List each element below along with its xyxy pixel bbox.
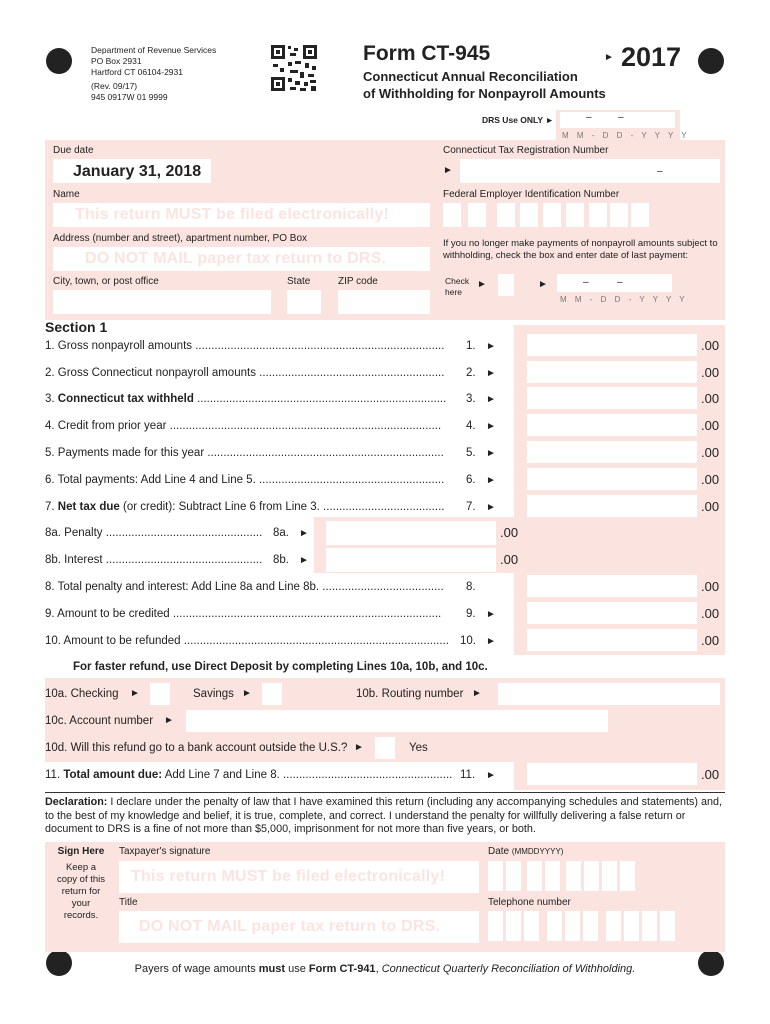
name-label: Name	[53, 189, 80, 200]
footer-italic: Connecticut Quarterly Reconciliation of Withholding.	[381, 963, 636, 975]
digit-box[interactable]	[488, 911, 503, 941]
cents: .00	[701, 633, 720, 648]
cents: .00	[701, 338, 720, 353]
date-dash: –	[583, 277, 589, 288]
form-subtitle	[363, 68, 606, 102]
line-label: 10. Amount to be refunded ...................................................................................	[45, 635, 449, 647]
amount-field[interactable]	[527, 602, 697, 624]
line-title: Connecticut tax withheld	[57, 393, 194, 405]
arrow-icon: ►	[486, 502, 496, 513]
ct-reg-field[interactable]	[460, 159, 720, 183]
po-box: PO Box 2931	[91, 56, 142, 66]
line-prefix: 7.	[45, 501, 58, 513]
line-number: 3.	[466, 393, 476, 405]
year-arrow-icon: ►	[604, 52, 614, 63]
line-label	[45, 501, 453, 513]
registration-mark	[698, 48, 724, 74]
amount-field[interactable]	[527, 629, 697, 651]
routing-number-field[interactable]	[498, 683, 720, 705]
date-dash: –	[586, 112, 592, 123]
footer-must: must	[258, 963, 286, 975]
drs-use-text: DRS Use ONLY	[482, 115, 543, 125]
city-line: Hartford CT 06104-2931	[91, 67, 183, 77]
cents: .00	[701, 365, 720, 380]
arrow-icon: ►	[164, 715, 174, 726]
date-label	[488, 846, 563, 857]
drs-use-label: DRS Use ONLY ►	[482, 115, 554, 125]
section-title: Section 1	[45, 319, 108, 335]
reg-dash: –	[657, 166, 663, 177]
arrow-icon: ►	[242, 688, 252, 699]
footer-mid: use	[285, 963, 309, 975]
ct-reg-label: Connecticut Tax Registration Number	[443, 145, 609, 156]
digit-box[interactable]	[660, 911, 675, 941]
cents: .00	[701, 499, 720, 514]
registration-mark	[46, 48, 72, 74]
arrow-icon: ►	[486, 394, 496, 405]
keep-copy-note: Keep a copy of this return for your records.	[56, 862, 106, 921]
line-title: Net tax due	[57, 501, 120, 513]
declaration-title: Declaration:	[45, 796, 108, 808]
no-mail-watermark: DO NOT MAIL paper tax return to DRS.	[85, 250, 387, 267]
sign-here-label: Sign Here	[57, 846, 105, 857]
arrow-icon: ►	[486, 609, 496, 620]
line-8b-label: 8b. Interest .................................................	[45, 554, 263, 566]
city-label: City, town, or post office	[53, 276, 159, 287]
qr-code-icon	[270, 44, 318, 92]
agency-address	[91, 45, 271, 103]
amount-field[interactable]	[527, 334, 697, 356]
form-code: 945 0917W 01 9999	[91, 92, 168, 102]
digit-box[interactable]	[545, 861, 560, 891]
line-8b-field[interactable]	[326, 548, 496, 572]
amount-field[interactable]	[527, 414, 697, 436]
line-number: 4.	[466, 420, 476, 432]
line-11-number: 11.	[460, 769, 476, 781]
digit-box[interactable]	[602, 861, 617, 891]
account-number-field[interactable]	[186, 710, 608, 732]
footer-pre: Payers of wage amounts	[134, 963, 259, 975]
line-number: 5.	[466, 447, 476, 459]
line-label: 9. Amount to be credited ....................................................................................	[45, 608, 442, 620]
due-date-value: January 31, 2018	[73, 163, 202, 180]
line-label: 6. Total payments: Add Line 4 and Line 5. ..........................................................	[45, 474, 445, 486]
savings-label: Savings	[193, 688, 234, 700]
line-label	[45, 393, 453, 405]
arrow-icon: ►	[486, 770, 496, 781]
line-number: 6.	[466, 474, 476, 486]
line-number: 2.	[466, 367, 476, 379]
amount-field[interactable]	[527, 575, 697, 597]
taxpayer-signature-label: Taxpayer's signature	[119, 846, 211, 857]
check-here-label: Check here	[445, 276, 470, 297]
line-11-label	[45, 769, 452, 781]
date-format: (MMDDYYYY)	[511, 847, 564, 856]
digit-box[interactable]	[620, 861, 635, 891]
line-prefix: 3.	[45, 393, 58, 405]
arrow-icon: ►	[130, 688, 140, 699]
zip-label: ZIP code	[338, 276, 378, 287]
cents: .00	[500, 552, 519, 567]
digit-box[interactable]	[624, 911, 639, 941]
efile-watermark: This return MUST be filed electronically!	[131, 868, 446, 885]
line-8a-label: 8a. Penalty .................................................	[45, 527, 263, 539]
form-title: Form CT-945	[363, 42, 491, 65]
footer-form: Form CT-941	[308, 963, 376, 975]
arrow-icon: ►	[486, 368, 496, 379]
fein-digit-box[interactable]	[497, 203, 515, 227]
arrow-icon: ►	[299, 528, 309, 539]
city-field[interactable]	[53, 290, 271, 314]
line-label: 4. Credit from prior year .....................................................................................	[45, 420, 442, 432]
direct-deposit-note: For faster refund, use Direct Deposit by completing Lines 10a, 10b, and 10c.	[73, 661, 488, 673]
no-mail-watermark: DO NOT MAIL paper tax return to DRS.	[139, 918, 441, 935]
tax-year: 2017	[621, 42, 682, 72]
foreign-bank-label: 10d. Will this refund go to a bank account outside the U.S.?	[45, 742, 348, 754]
digit-box[interactable]	[527, 861, 542, 891]
fein-digit-box[interactable]	[443, 203, 461, 227]
amount-field[interactable]	[527, 387, 697, 409]
routing-label: 10b. Routing number	[356, 688, 464, 700]
revision: (Rev. 09/17)	[91, 81, 138, 91]
account-label: 10c. Account number	[45, 715, 154, 727]
arrow-icon: ►	[477, 279, 487, 290]
amount-field[interactable]	[527, 495, 697, 517]
cents: .00	[701, 418, 720, 433]
fein-digit-box[interactable]	[566, 203, 584, 227]
digit-box[interactable]	[488, 861, 503, 891]
digit-box[interactable]	[642, 911, 657, 941]
arrow-icon: ►	[486, 448, 496, 459]
date-dash: –	[618, 112, 624, 123]
line-label: 1. Gross nonpayroll amounts ..............................................................................	[45, 340, 445, 352]
arrow-icon: ►	[486, 636, 496, 647]
line-8a-number: 8a.	[273, 527, 289, 539]
amount-field[interactable]	[527, 468, 697, 490]
fein-digit-box[interactable]	[631, 203, 649, 227]
digit-box[interactable]	[506, 911, 521, 941]
line-11-prefix: 11.	[45, 769, 64, 781]
declaration	[45, 796, 727, 837]
line-number: 9.	[466, 608, 476, 620]
no-longer-checkbox[interactable]	[498, 274, 514, 296]
dept-name: Department of Revenue Services	[91, 45, 217, 55]
no-longer-text: If you no longer make payments of nonpayroll amounts subject to withholding, check the box and enter date of last payment:	[443, 238, 718, 261]
footer-note	[0, 963, 770, 975]
arrow-icon: ►	[486, 475, 496, 486]
fein-digit-box[interactable]	[610, 203, 628, 227]
subtitle-line-2: of Withholding for Nonpayroll Amounts	[363, 86, 606, 101]
arrow-icon: ►	[472, 688, 482, 699]
cents: .00	[701, 767, 720, 782]
divider	[45, 792, 725, 793]
date-dash: –	[617, 277, 623, 288]
cents: .00	[701, 445, 720, 460]
cents: .00	[701, 391, 720, 406]
checking-checkbox[interactable]	[150, 683, 170, 705]
address-label: Address (number and street), apartment number, PO Box	[53, 233, 308, 244]
line-number: 7.	[466, 501, 476, 513]
line-11-title: Total amount due:	[63, 769, 163, 781]
digit-box[interactable]	[506, 861, 521, 891]
line-label: 8. Total penalty and interest: Add Line 8a and Line 8b. ......................................	[45, 581, 444, 593]
fein-digit-box[interactable]	[543, 203, 561, 227]
date-label-text: Date	[488, 846, 510, 857]
fein-digit-box[interactable]	[468, 203, 486, 227]
state-field[interactable]	[287, 290, 321, 314]
declaration-text: I declare under the penalty of law that I have examined this return (including any accompanying schedules and statements) and, to the best of my knowledge and belief, it is true, complete, and correct. I understand the penalty for willfully delivering a false return or document to DRS is a fine of not more than $5,000, imprisonment for not more than five years, or both.	[45, 796, 722, 835]
line-8a-field[interactable]	[326, 521, 496, 545]
phone-label: Telephone number	[488, 897, 571, 908]
line-desc: ..............................................................................	[193, 393, 447, 405]
arrow-icon: ►	[299, 555, 309, 566]
cents: .00	[500, 525, 519, 540]
cents: .00	[701, 472, 720, 487]
last-payment-date-field[interactable]	[557, 274, 672, 292]
arrow-icon: ►	[486, 421, 496, 432]
fein-digit-box[interactable]	[589, 203, 607, 227]
line-label: 2. Gross Connecticut nonpayroll amounts ..........................................................	[45, 367, 445, 379]
digit-box[interactable]	[583, 911, 598, 941]
line-number: 8.	[466, 581, 476, 593]
efile-watermark: This return MUST be filed electronically!	[75, 206, 390, 223]
checking-label: 10a. Checking	[45, 688, 119, 700]
line-11-field[interactable]	[527, 763, 697, 785]
line-11-desc: Add Line 7 and Line 8. .....................................................	[162, 769, 453, 781]
line-number: 10.	[460, 635, 476, 647]
digit-box[interactable]	[547, 911, 562, 941]
digit-box[interactable]	[524, 911, 539, 941]
line-label: 5. Payments made for this year ..........................................................................	[45, 447, 444, 459]
arrow-icon: ►	[486, 341, 496, 352]
arrow-icon: ►	[443, 165, 453, 176]
line-number: 1.	[466, 340, 476, 352]
subtitle-line-1: Connecticut Annual Reconciliation	[363, 69, 578, 84]
arrow-icon: ►	[354, 742, 364, 753]
title-label: Title	[119, 897, 138, 908]
cents: .00	[701, 579, 720, 594]
state-label: State	[287, 276, 311, 287]
date-format-hint: M M - D D - Y Y Y Y	[560, 295, 688, 304]
due-date-label: Due date	[53, 145, 94, 156]
date-format-hint: M M - D D - Y Y Y Y	[562, 131, 690, 140]
footer-post: ,	[375, 963, 382, 975]
line-desc: (or credit): Subtract Line 6 from Line 3. ......................................	[119, 501, 445, 513]
digit-box[interactable]	[606, 911, 621, 941]
savings-checkbox[interactable]	[262, 683, 282, 705]
foreign-bank-checkbox[interactable]	[375, 737, 395, 759]
digit-box[interactable]	[584, 861, 599, 891]
fein-label: Federal Employer Identification Number	[443, 189, 620, 200]
line-8b-number: 8b.	[273, 554, 289, 566]
cents: .00	[701, 606, 720, 621]
amount-field[interactable]	[527, 441, 697, 463]
arrow-icon: ►	[538, 279, 548, 290]
amount-field[interactable]	[527, 361, 697, 383]
digit-box[interactable]	[566, 861, 581, 891]
digit-box[interactable]	[565, 911, 580, 941]
fein-digit-box[interactable]	[520, 203, 538, 227]
zip-field[interactable]	[338, 290, 430, 314]
yes-label: Yes	[409, 742, 428, 754]
